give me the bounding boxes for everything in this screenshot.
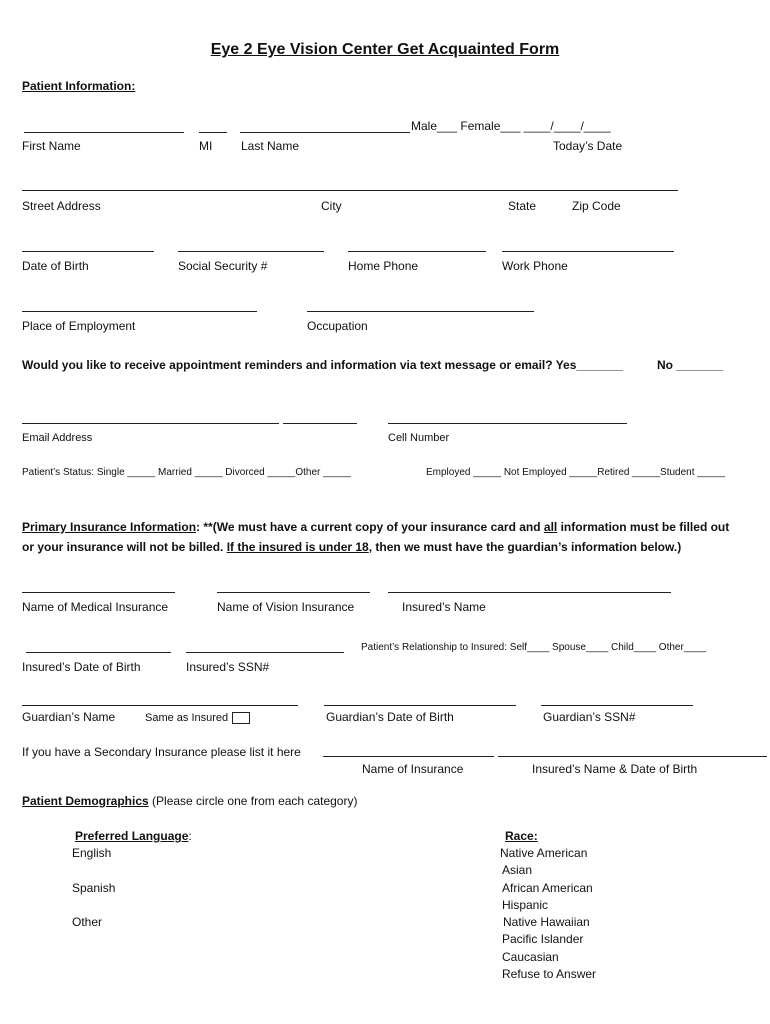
guardian-name-label: Guardian’s Name	[22, 710, 116, 724]
marital-status[interactable]: Patient’s Status: Single _____ Married _____ Divorced _____Other _____	[22, 467, 351, 478]
street-address-label: Street Address	[22, 199, 101, 213]
employment-field[interactable]	[22, 311, 257, 312]
guardian-dob-label: Guardian’s Date of Birth	[326, 710, 454, 724]
first-name-label: First Name	[22, 139, 81, 153]
cell-number-field[interactable]	[388, 423, 627, 424]
last-name-label: Last Name	[241, 139, 300, 153]
insurance-note-all: all	[543, 520, 558, 534]
insured-name-field[interactable]	[388, 592, 671, 593]
race-option[interactable]: Native Hawaiian	[503, 915, 590, 929]
same-as-insured-checkbox[interactable]	[145, 711, 250, 725]
ssn-field[interactable]	[178, 251, 324, 252]
occupation-field[interactable]	[307, 311, 534, 312]
patient-info-heading: Patient Information:	[22, 79, 136, 93]
race-option[interactable]: Hispanic	[502, 898, 549, 912]
secondary-insurance-prompt: If you have a Secondary Insurance please list it here	[22, 745, 301, 759]
insured-dob-label: Insured’s Date of Birth	[22, 660, 141, 674]
dob-label: Date of Birth	[22, 259, 89, 273]
state-label: State	[508, 199, 537, 213]
email-label: Email Address	[22, 432, 93, 444]
race-option[interactable]: African American	[502, 881, 593, 895]
language-option[interactable]: English	[72, 846, 112, 860]
reminders-question[interactable]: Would you like to receive appointment reminders and information via text message or email? Yes_______	[22, 358, 624, 372]
medical-insurance-field[interactable]	[22, 592, 175, 593]
medical-insurance-label: Name of Medical Insurance	[22, 600, 169, 614]
guardian-ssn-field[interactable]	[541, 705, 693, 706]
guardian-name-field[interactable]	[22, 705, 298, 706]
todays-date-label: Today’s Date	[553, 139, 623, 153]
last-name-field[interactable]	[240, 132, 410, 133]
language-option[interactable]: Other	[72, 915, 103, 929]
work-phone-label: Work Phone	[502, 259, 568, 273]
insurance-note-line1	[22, 520, 729, 534]
insured-name-label: Insured’s Name	[402, 600, 486, 614]
demographics-line	[22, 794, 357, 808]
secondary-insurance-field[interactable]	[323, 756, 494, 757]
guardian-ssn-label: Guardian’s SSN#	[543, 710, 636, 724]
occupation-label: Occupation	[307, 319, 368, 333]
relationship-options[interactable]: Patient’s Relationship to Insured: Self____ Spouse____ Child____ Other____	[361, 642, 707, 653]
checkbox-square[interactable]	[232, 712, 250, 724]
cell-number-label: Cell Number	[388, 432, 450, 444]
email-field[interactable]	[22, 423, 279, 424]
language-heading: Preferred Language	[75, 829, 189, 843]
guardian-dob-field[interactable]	[324, 705, 516, 706]
dob-field[interactable]	[22, 251, 154, 252]
home-phone-label: Home Phone	[348, 259, 419, 273]
email-field-ext[interactable]	[283, 423, 357, 424]
race-option[interactable]: Pacific Islander	[502, 932, 584, 946]
zip-code-label: Zip Code	[572, 199, 621, 213]
language-option[interactable]: Spanish	[72, 881, 116, 895]
same-as-insured-label: Same as Insured	[145, 712, 229, 724]
work-phone-field[interactable]	[502, 251, 674, 252]
home-phone-field[interactable]	[348, 251, 486, 252]
insurance-note2-under18: If the insured is under 18	[226, 540, 369, 554]
insured-name-dob-label: Insured’s Name & Date of Birth	[532, 762, 698, 776]
mi-field[interactable]	[199, 132, 227, 133]
form-title: Eye 2 Eye Vision Center Get Acquainted Form	[210, 41, 560, 58]
mi-label: MI	[199, 139, 213, 153]
gender-date-blanks[interactable]: Male___ Female___ ____/____/____	[411, 119, 611, 133]
insured-dob-field[interactable]	[26, 652, 171, 653]
race-option[interactable]: Native American	[500, 846, 588, 860]
primary-insurance-heading: Primary Insurance Information	[22, 520, 197, 534]
race-heading: Race:	[505, 829, 538, 843]
vision-insurance-label: Name of Vision Insurance	[217, 600, 355, 614]
employment-status[interactable]: Employed _____ Not Employed _____Retired _____Student _____	[426, 467, 726, 478]
city-label: City	[321, 199, 342, 213]
secondary-insured-field[interactable]	[498, 756, 767, 757]
name-of-insurance-label: Name of Insurance	[362, 762, 464, 776]
first-name-field[interactable]	[24, 132, 184, 133]
race-option[interactable]: Asian	[502, 863, 533, 877]
insurance-note2-a: or your insurance will not be billed.	[22, 540, 227, 554]
race-option[interactable]: Caucasian	[502, 950, 559, 964]
address-field[interactable]	[22, 190, 678, 191]
employment-label: Place of Employment	[22, 319, 136, 333]
insured-ssn-label: Insured’s SSN#	[186, 660, 270, 674]
language-heading-line	[75, 829, 192, 843]
insured-ssn-field[interactable]	[186, 652, 344, 653]
vision-insurance-field[interactable]	[217, 592, 370, 593]
insurance-note-line2	[22, 540, 681, 554]
insurance-note-a: : **(We must have a current copy of your insurance card and	[196, 520, 544, 534]
insurance-note-b: information must be filled out	[557, 520, 730, 534]
race-option[interactable]: Refuse to Answer	[502, 967, 597, 981]
language-colon: :	[188, 829, 192, 843]
reminders-no[interactable]: No _______	[657, 358, 724, 372]
demographics-heading: Patient Demographics	[22, 794, 149, 808]
demographics-instruction: (Please circle one from each category)	[148, 794, 358, 808]
ssn-label: Social Security #	[178, 259, 268, 273]
insurance-note2-b: , then we must have the guardian’s information below.)	[368, 540, 682, 554]
